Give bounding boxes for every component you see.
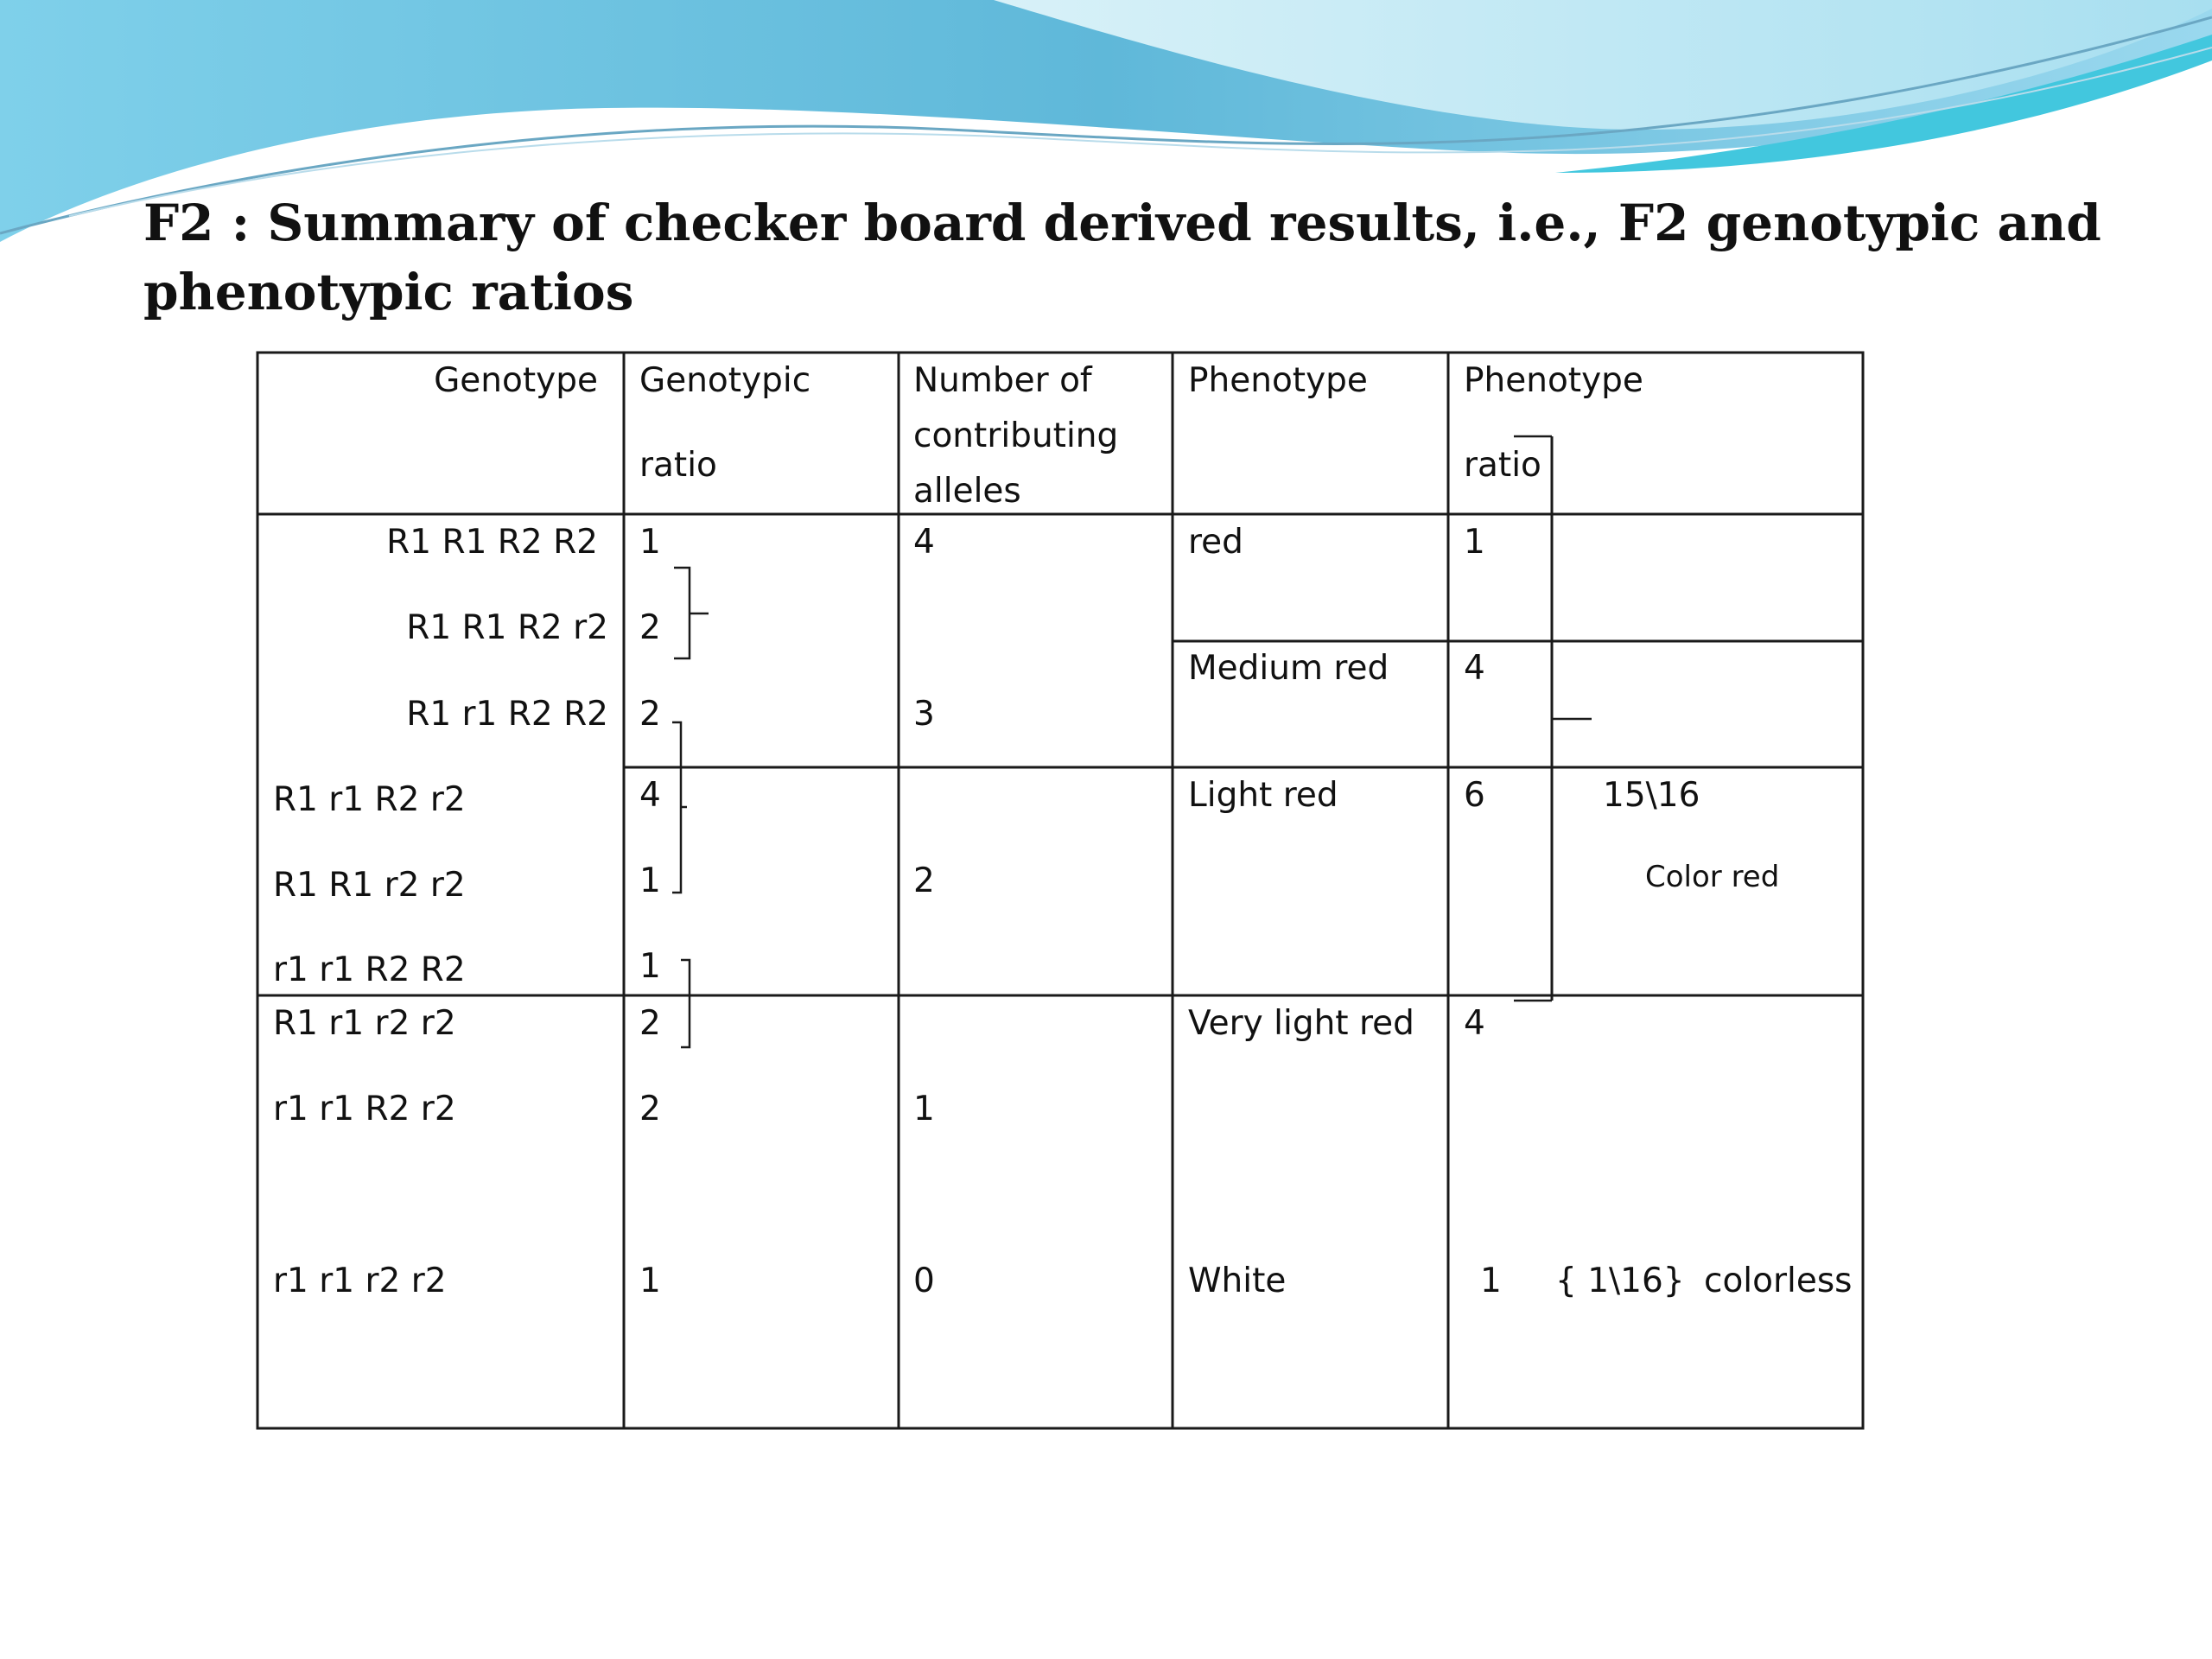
alleles-cell: 3 xyxy=(913,695,935,734)
colored-fraction: 15\16 xyxy=(1603,776,1700,815)
header-phenotype-ratio-line2: ratio xyxy=(1464,446,1541,485)
genotypic-ratio-cell: 2 xyxy=(639,1004,661,1043)
genotype-cell: R1 r1 r2 r2 xyxy=(273,1004,456,1043)
alleles-cell: 4 xyxy=(913,523,935,562)
header-genotypic-ratio-line1: Genotypic xyxy=(639,361,811,400)
slide-title: F2 : Summary of checker board derived results, i.e., F2 genotypic and phenotypic ratios xyxy=(143,194,2101,321)
header-phenotype: Phenotype xyxy=(1188,361,1368,400)
bracket-2 xyxy=(672,722,687,893)
genotype-cell: r1 r1 R2 r2 xyxy=(273,1090,456,1128)
phenotype-cell: Light red xyxy=(1188,776,1338,815)
header-alleles-line1: Number of xyxy=(913,361,1092,400)
alleles-cell: 2 xyxy=(913,861,935,900)
genotypic-ratio-cell: 1 xyxy=(639,523,661,562)
genotypic-ratio-cell: 2 xyxy=(639,1090,661,1128)
phenotype-cell: Medium red xyxy=(1188,649,1389,688)
genotypic-ratio-cell: 1 xyxy=(639,861,661,900)
genotypic-ratio-cell: 1 xyxy=(639,947,661,986)
genotypic-ratio-cell: 1 xyxy=(639,1262,661,1300)
phenotype-ratio-cell: 1 xyxy=(1464,523,1485,562)
colorless-fraction: { 1\16} xyxy=(1555,1262,1685,1300)
header-genotype: Genotype xyxy=(434,361,598,400)
colorless-label: colorless xyxy=(1704,1262,1853,1300)
genotypic-ratio-cell: 4 xyxy=(639,776,661,815)
genotypic-ratio-cell: 2 xyxy=(639,695,661,734)
genotype-cell: R1 r1 R2 R2 xyxy=(406,695,608,734)
header-phenotype-ratio-line1: Phenotype xyxy=(1464,361,1643,400)
bracket-1 xyxy=(674,568,709,658)
colored-label: Color red xyxy=(1645,860,1780,894)
header-alleles-line3: alleles xyxy=(913,472,1021,511)
header-genotypic-ratio-line2: ratio xyxy=(639,446,717,485)
phenotype-ratio-cell: 6 xyxy=(1464,776,1485,815)
alleles-cell: 1 xyxy=(913,1090,935,1128)
phenotype-cell: red xyxy=(1188,523,1243,562)
genotype-cell: R1 r1 R2 r2 xyxy=(273,780,466,819)
phenotype-ratio-cell: 1 xyxy=(1480,1262,1502,1300)
phenotype-cell: Very light red xyxy=(1188,1004,1414,1043)
bracket-3 xyxy=(681,960,690,1047)
genotypic-ratio-cell: 2 xyxy=(639,608,661,647)
phenotype-ratio-cell: 4 xyxy=(1464,1004,1485,1043)
phenotype-cell: White xyxy=(1188,1262,1287,1300)
genotype-cell: R1 R1 R2 r2 xyxy=(406,608,608,647)
header-alleles-line2: contributing xyxy=(913,416,1119,455)
genotype-cell: R1 R1 r2 r2 xyxy=(273,866,466,905)
genotype-cell: r1 r1 r2 r2 xyxy=(273,1262,447,1300)
genotype-cell: R1 R1 R2 R2 xyxy=(386,523,598,562)
phenotype-ratio-cell: 4 xyxy=(1464,649,1485,688)
alleles-cell: 0 xyxy=(913,1262,935,1300)
genotype-cell: r1 r1 R2 R2 xyxy=(273,950,466,989)
